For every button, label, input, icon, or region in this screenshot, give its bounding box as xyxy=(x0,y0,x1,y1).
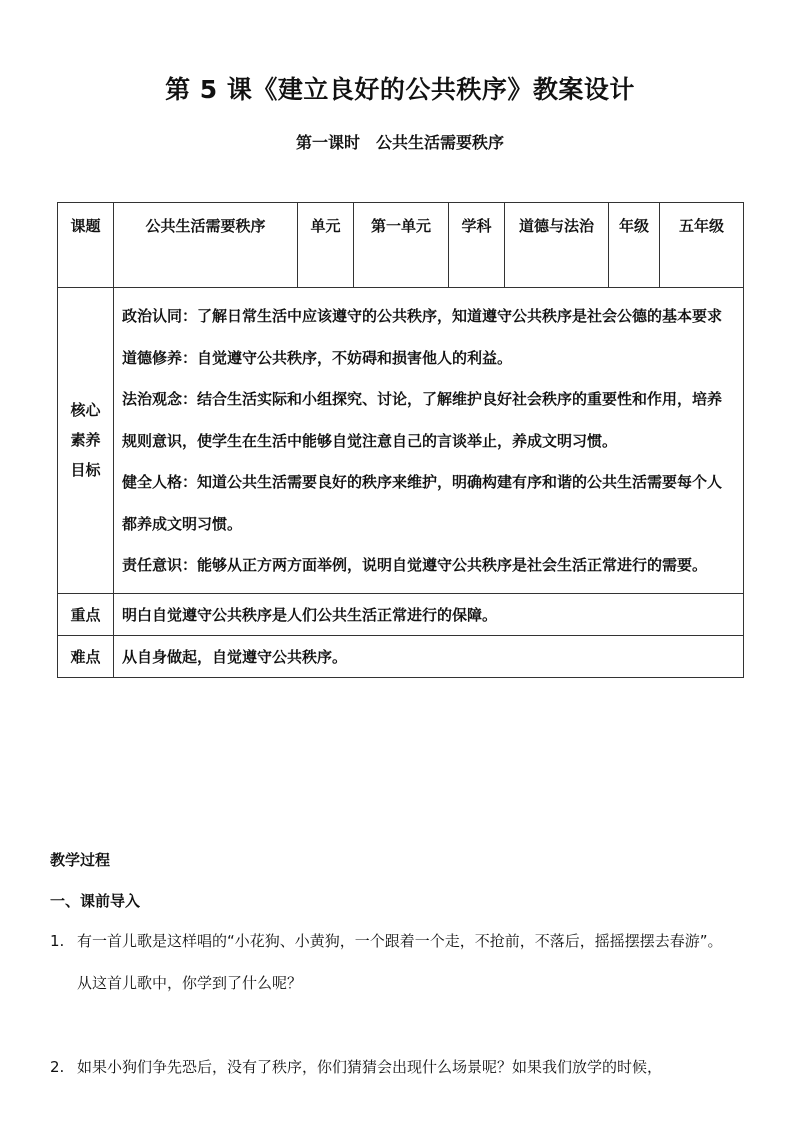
goal-rule-of-law: 法治观念：结合生活实际和小组探究、讨论，了解维护良好社会秩序的重要性和作用，培养规则意识，使学生在生活中能够自觉注意自己的言谈举止，养成文明习惯。 xyxy=(122,390,723,450)
core-label-line: 素养 xyxy=(70,431,101,450)
core-goals-label-cell xyxy=(58,288,114,594)
core-goals-row xyxy=(58,288,744,594)
key-point-value: 明白自觉遵守公共秩序是人们公共生活正常进行的保障。 xyxy=(114,593,744,635)
subject-value-cell xyxy=(505,203,609,288)
list-item-1-line xyxy=(50,920,755,962)
unit-label: 单元 xyxy=(310,217,341,235)
topic-value: 公共生活需要秩序 xyxy=(145,217,266,235)
topic-value-cell xyxy=(114,203,298,288)
difficulty-value: 从自身做起，自觉遵守公共秩序。 xyxy=(114,635,744,677)
subject-value: 道德与法治 xyxy=(518,217,594,235)
table-header-row xyxy=(58,203,744,288)
list-item-1-text: 有一首儿歌是这样唱的“小花狗、小黄狗，一个跟着一个走，不抢前，不落后，摇摇摆摆去春游”。 xyxy=(77,932,723,950)
list-item-1-number: 1. xyxy=(50,932,65,950)
topic-label: 课题 xyxy=(70,217,101,235)
topic-label-cell xyxy=(58,203,114,288)
subject-label-cell xyxy=(449,203,505,288)
goal-responsibility: 责任意识：能够从正方两方面举例，说明自觉遵守公共秩序是社会生活正常进行的需要。 xyxy=(122,556,708,574)
key-point-label: 重点 xyxy=(58,593,114,635)
goal-sound-personality: 健全人格：知道公共生活需要良好的秩序来维护，明确构建有序和谐的公共生活需要每个人都养成文明习惯。 xyxy=(122,473,723,533)
difficulty-label: 难点 xyxy=(58,635,114,677)
list-item-2-line xyxy=(50,1046,755,1088)
difficulty-row xyxy=(58,635,744,677)
grade-value-cell xyxy=(660,203,744,288)
grade-label-cell xyxy=(609,203,660,288)
list-item-2 xyxy=(50,1046,755,1088)
pre-class-intro-heading: 一、课前导入 xyxy=(50,892,141,910)
list-item-1 xyxy=(50,920,755,1004)
subject-label: 学科 xyxy=(461,217,492,235)
core-goals-content xyxy=(114,288,744,594)
grade-value: 五年级 xyxy=(678,217,724,235)
document-subtitle: 第一课时 公共生活需要秩序 xyxy=(295,133,504,152)
document-title: 第 5 课《建立良好的公共秩序》教案设计 xyxy=(165,75,635,104)
unit-label-cell xyxy=(298,203,354,288)
grade-label: 年级 xyxy=(618,217,649,235)
list-item-2-text: 如果小狗们争先恐后，没有了秩序，你们猜猜会出现什么场景呢？如果我们放学的时候， xyxy=(77,1058,663,1076)
list-item-2-number: 2. xyxy=(50,1058,65,1076)
core-label-line: 核心 xyxy=(70,401,101,420)
key-point-row xyxy=(58,593,744,635)
list-item-1-followup: 从这首儿歌中，你学到了什么呢？ xyxy=(77,974,303,992)
lesson-info-table xyxy=(57,202,744,678)
unit-value: 第一单元 xyxy=(370,217,431,235)
core-label-line: 目标 xyxy=(70,461,101,480)
unit-value-cell xyxy=(354,203,449,288)
goal-political-identity: 政治认同：了解日常生活中应该遵守的公共秩序，知道遵守公共秩序是社会公德的基本要求 xyxy=(122,307,723,325)
goal-moral-cultivation: 道德修养：自觉遵守公共秩序，不妨碍和损害他人的利益。 xyxy=(122,348,513,367)
teaching-process-heading: 教学过程 xyxy=(50,851,111,869)
